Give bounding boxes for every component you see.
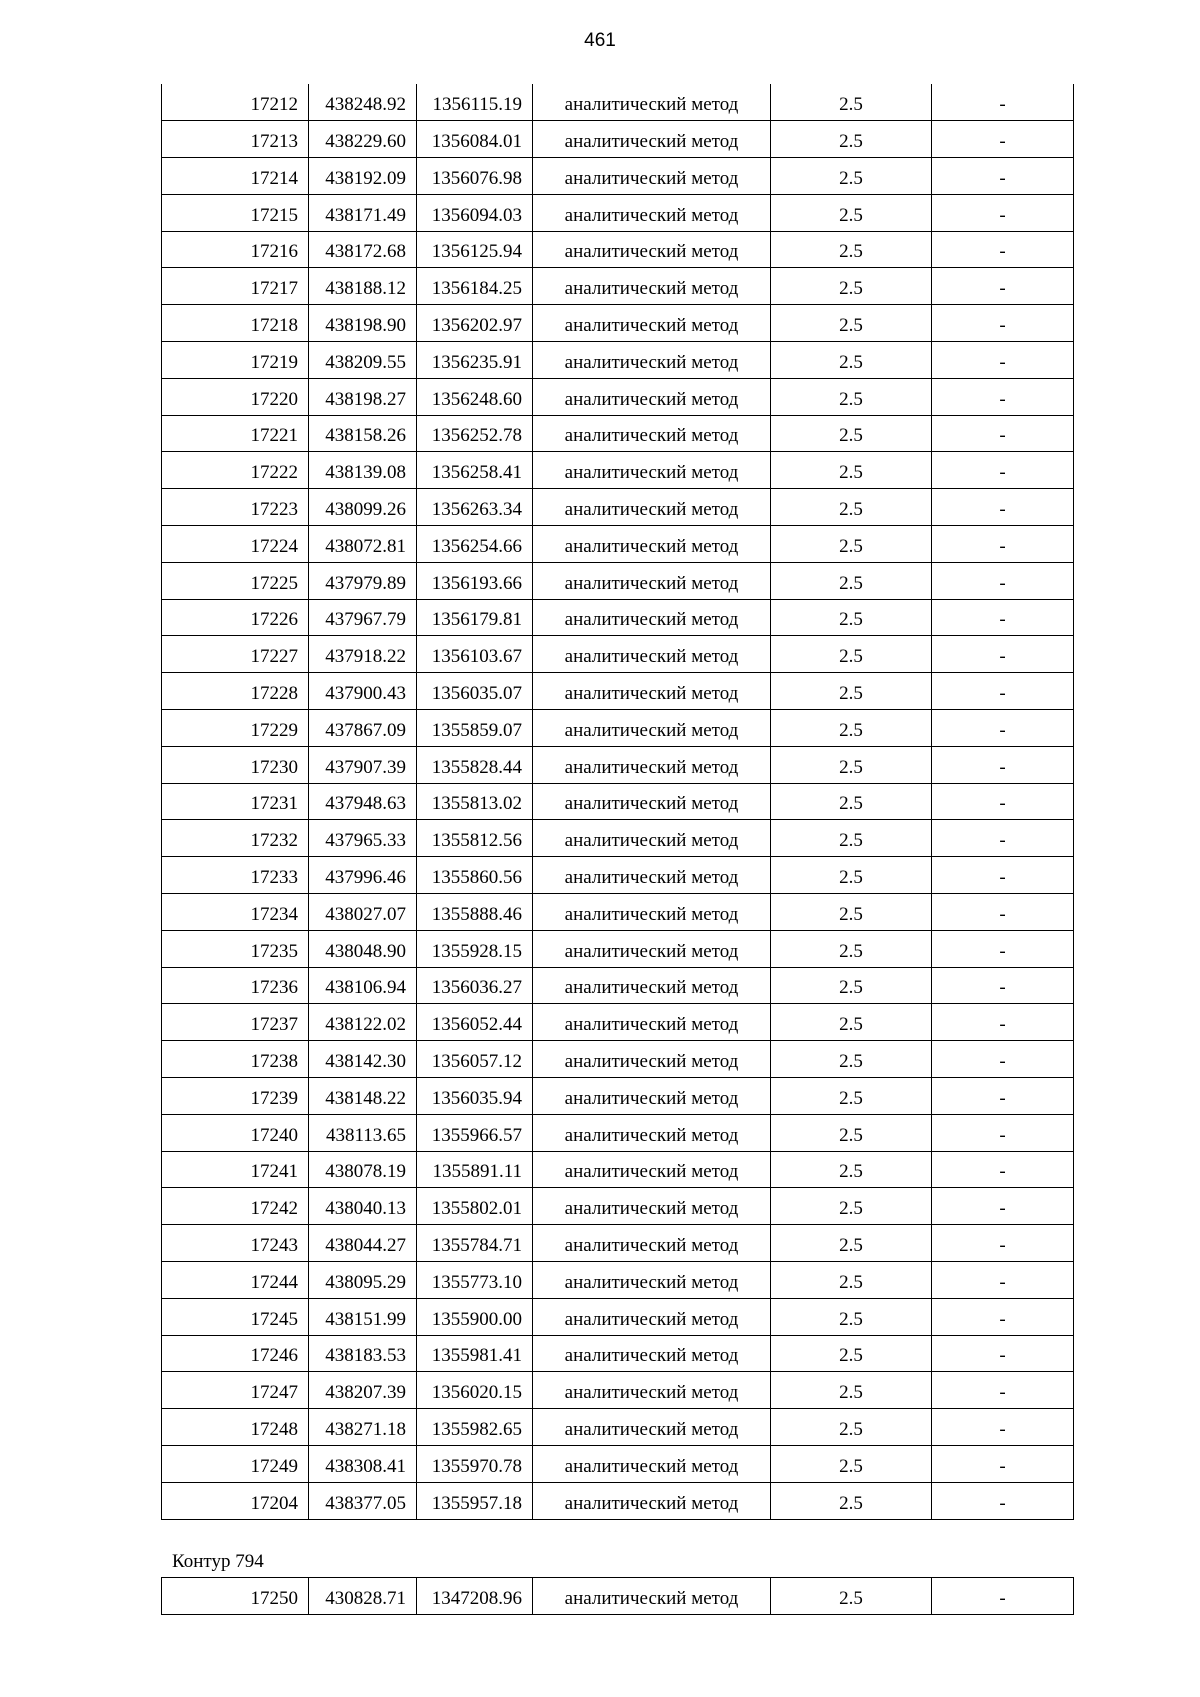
accuracy-cell: 2.5 [771, 710, 932, 747]
point-number-cell: 17246 [162, 1335, 309, 1372]
x-coordinate-cell: 438207.39 [309, 1372, 417, 1409]
note-cell: - [932, 342, 1074, 379]
y-coordinate-cell: 1355981.41 [417, 1335, 533, 1372]
x-coordinate-cell: 437965.33 [309, 820, 417, 857]
x-coordinate-cell: 437979.89 [309, 562, 417, 599]
y-coordinate-cell: 1356193.66 [417, 562, 533, 599]
y-coordinate-cell: 1356094.03 [417, 194, 533, 231]
table-row [162, 489, 1074, 526]
point-number-cell: 17214 [162, 158, 309, 195]
y-coordinate-cell: 1356125.94 [417, 231, 533, 268]
point-number-cell: 17218 [162, 305, 309, 342]
method-cell: аналитический метод [533, 930, 771, 967]
method-cell: аналитический метод [533, 231, 771, 268]
table-row [162, 1188, 1074, 1225]
accuracy-cell: 2.5 [771, 783, 932, 820]
table-row [162, 1372, 1074, 1409]
point-number-cell: 17237 [162, 1004, 309, 1041]
method-cell: аналитический метод [533, 121, 771, 158]
table-row [162, 305, 1074, 342]
note-cell: - [932, 820, 1074, 857]
accuracy-cell: 2.5 [771, 1298, 932, 1335]
table-row [162, 1335, 1074, 1372]
method-cell: аналитический метод [533, 84, 771, 121]
accuracy-cell: 2.5 [771, 305, 932, 342]
accuracy-cell: 2.5 [771, 1445, 932, 1482]
accuracy-cell: 2.5 [771, 1335, 932, 1372]
note-cell: - [932, 1578, 1074, 1615]
y-coordinate-cell: 1356115.19 [417, 84, 533, 121]
note-cell: - [932, 746, 1074, 783]
method-cell: аналитический метод [533, 1298, 771, 1335]
method-cell: аналитический метод [533, 1578, 771, 1615]
note-cell: - [932, 1225, 1074, 1262]
note-cell: - [932, 305, 1074, 342]
x-coordinate-cell: 438099.26 [309, 489, 417, 526]
note-cell: - [932, 1409, 1074, 1446]
y-coordinate-cell: 1356036.27 [417, 967, 533, 1004]
accuracy-cell: 2.5 [771, 194, 932, 231]
table-row [162, 710, 1074, 747]
point-number-cell: 17238 [162, 1041, 309, 1078]
table-row [162, 1445, 1074, 1482]
method-cell: аналитический метод [533, 746, 771, 783]
note-cell: - [932, 194, 1074, 231]
y-coordinate-cell: 1355982.65 [417, 1409, 533, 1446]
method-cell: аналитический метод [533, 1409, 771, 1446]
table-row [162, 1482, 1074, 1519]
point-number-cell: 17232 [162, 820, 309, 857]
x-coordinate-cell: 438040.13 [309, 1188, 417, 1225]
method-cell: аналитический метод [533, 1188, 771, 1225]
y-coordinate-cell: 1356052.44 [417, 1004, 533, 1041]
y-coordinate-cell: 1356035.07 [417, 673, 533, 710]
x-coordinate-cell: 438198.27 [309, 378, 417, 415]
method-cell: аналитический метод [533, 526, 771, 563]
y-coordinate-cell: 1356020.15 [417, 1372, 533, 1409]
method-cell: аналитический метод [533, 1262, 771, 1299]
point-number-cell: 17215 [162, 194, 309, 231]
y-coordinate-cell: 1356202.97 [417, 305, 533, 342]
x-coordinate-cell: 438308.41 [309, 1445, 417, 1482]
x-coordinate-cell: 437918.22 [309, 636, 417, 673]
x-coordinate-cell: 438271.18 [309, 1409, 417, 1446]
y-coordinate-cell: 1355784.71 [417, 1225, 533, 1262]
coordinates-table [161, 84, 1074, 1520]
note-cell: - [932, 710, 1074, 747]
method-cell: аналитический метод [533, 967, 771, 1004]
note-cell: - [932, 1188, 1074, 1225]
y-coordinate-cell: 1355828.44 [417, 746, 533, 783]
x-coordinate-cell: 437967.79 [309, 599, 417, 636]
y-coordinate-cell: 1356235.91 [417, 342, 533, 379]
note-cell: - [932, 562, 1074, 599]
method-cell: аналитический метод [533, 1482, 771, 1519]
table-row [162, 415, 1074, 452]
point-number-cell: 17248 [162, 1409, 309, 1446]
point-number-cell: 17212 [162, 84, 309, 121]
note-cell: - [932, 1372, 1074, 1409]
note-cell: - [932, 452, 1074, 489]
accuracy-cell: 2.5 [771, 452, 932, 489]
x-coordinate-cell: 437900.43 [309, 673, 417, 710]
method-cell: аналитический метод [533, 673, 771, 710]
accuracy-cell: 2.5 [771, 1409, 932, 1446]
method-cell: аналитический метод [533, 894, 771, 931]
note-cell: - [932, 121, 1074, 158]
y-coordinate-cell: 1355812.56 [417, 820, 533, 857]
accuracy-cell: 2.5 [771, 415, 932, 452]
note-cell: - [932, 1445, 1074, 1482]
note-cell: - [932, 1482, 1074, 1519]
x-coordinate-cell: 438183.53 [309, 1335, 417, 1372]
point-number-cell: 17235 [162, 930, 309, 967]
x-coordinate-cell: 438151.99 [309, 1298, 417, 1335]
y-coordinate-cell: 1356076.98 [417, 158, 533, 195]
point-number-cell: 17221 [162, 415, 309, 452]
method-cell: аналитический метод [533, 636, 771, 673]
table-row [162, 1151, 1074, 1188]
method-cell: аналитический метод [533, 378, 771, 415]
note-cell: - [932, 783, 1074, 820]
method-cell: аналитический метод [533, 415, 771, 452]
y-coordinate-cell: 1355813.02 [417, 783, 533, 820]
table-row [162, 1298, 1074, 1335]
contour-coordinates-table [161, 1577, 1074, 1615]
accuracy-cell: 2.5 [771, 967, 932, 1004]
table-row [162, 342, 1074, 379]
note-cell: - [932, 1078, 1074, 1115]
y-coordinate-cell: 1355773.10 [417, 1262, 533, 1299]
note-cell: - [932, 1004, 1074, 1041]
x-coordinate-cell: 438172.68 [309, 231, 417, 268]
method-cell: аналитический метод [533, 305, 771, 342]
table-row [162, 526, 1074, 563]
x-coordinate-cell: 438209.55 [309, 342, 417, 379]
x-coordinate-cell: 438377.05 [309, 1482, 417, 1519]
note-cell: - [932, 1262, 1074, 1299]
table-row [162, 1578, 1074, 1615]
method-cell: аналитический метод [533, 783, 771, 820]
point-number-cell: 17233 [162, 857, 309, 894]
accuracy-cell: 2.5 [771, 158, 932, 195]
x-coordinate-cell: 438139.08 [309, 452, 417, 489]
y-coordinate-cell: 1355888.46 [417, 894, 533, 931]
accuracy-cell: 2.5 [771, 1151, 932, 1188]
y-coordinate-cell: 1356084.01 [417, 121, 533, 158]
accuracy-cell: 2.5 [771, 1372, 932, 1409]
table-row [162, 746, 1074, 783]
accuracy-cell: 2.5 [771, 1114, 932, 1151]
table-row [162, 930, 1074, 967]
y-coordinate-cell: 1356254.66 [417, 526, 533, 563]
table-row [162, 121, 1074, 158]
note-cell: - [932, 415, 1074, 452]
table-row [162, 783, 1074, 820]
x-coordinate-cell: 438192.09 [309, 158, 417, 195]
note-cell: - [932, 930, 1074, 967]
table-row [162, 1409, 1074, 1446]
y-coordinate-cell: 1356103.67 [417, 636, 533, 673]
x-coordinate-cell: 430828.71 [309, 1578, 417, 1615]
accuracy-cell: 2.5 [771, 378, 932, 415]
table-row [162, 562, 1074, 599]
point-number-cell: 17249 [162, 1445, 309, 1482]
table-row [162, 636, 1074, 673]
table-row [162, 1078, 1074, 1115]
method-cell: аналитический метод [533, 1041, 771, 1078]
method-cell: аналитический метод [533, 268, 771, 305]
y-coordinate-cell: 1356184.25 [417, 268, 533, 305]
table-row [162, 820, 1074, 857]
method-cell: аналитический метод [533, 820, 771, 857]
table-row [162, 452, 1074, 489]
x-coordinate-cell: 438158.26 [309, 415, 417, 452]
table-row [162, 894, 1074, 931]
note-cell: - [932, 857, 1074, 894]
accuracy-cell: 2.5 [771, 231, 932, 268]
accuracy-cell: 2.5 [771, 268, 932, 305]
x-coordinate-cell: 438122.02 [309, 1004, 417, 1041]
accuracy-cell: 2.5 [771, 1578, 932, 1615]
method-cell: аналитический метод [533, 1335, 771, 1372]
method-cell: аналитический метод [533, 1151, 771, 1188]
x-coordinate-cell: 438048.90 [309, 930, 417, 967]
point-number-cell: 17213 [162, 121, 309, 158]
y-coordinate-cell: 1356035.94 [417, 1078, 533, 1115]
accuracy-cell: 2.5 [771, 121, 932, 158]
accuracy-cell: 2.5 [771, 1188, 932, 1225]
table-row [162, 1262, 1074, 1299]
x-coordinate-cell: 438095.29 [309, 1262, 417, 1299]
point-number-cell: 17217 [162, 268, 309, 305]
point-number-cell: 17230 [162, 746, 309, 783]
point-number-cell: 17224 [162, 526, 309, 563]
table-row [162, 194, 1074, 231]
method-cell: аналитический метод [533, 1078, 771, 1115]
contour-label: Контур 794 [172, 1551, 264, 1572]
note-cell: - [932, 1335, 1074, 1372]
accuracy-cell: 2.5 [771, 599, 932, 636]
point-number-cell: 17216 [162, 231, 309, 268]
point-number-cell: 17234 [162, 894, 309, 931]
note-cell: - [932, 673, 1074, 710]
table-row [162, 158, 1074, 195]
note-cell: - [932, 1151, 1074, 1188]
table-row [162, 1114, 1074, 1151]
accuracy-cell: 2.5 [771, 526, 932, 563]
accuracy-cell: 2.5 [771, 894, 932, 931]
x-coordinate-cell: 438106.94 [309, 967, 417, 1004]
table-row [162, 673, 1074, 710]
table-row [162, 378, 1074, 415]
point-number-cell: 17225 [162, 562, 309, 599]
accuracy-cell: 2.5 [771, 1041, 932, 1078]
accuracy-cell: 2.5 [771, 1078, 932, 1115]
table-row [162, 1041, 1074, 1078]
method-cell: аналитический метод [533, 1114, 771, 1151]
point-number-cell: 17241 [162, 1151, 309, 1188]
point-number-cell: 17227 [162, 636, 309, 673]
x-coordinate-cell: 437996.46 [309, 857, 417, 894]
point-number-cell: 17240 [162, 1114, 309, 1151]
y-coordinate-cell: 1355928.15 [417, 930, 533, 967]
accuracy-cell: 2.5 [771, 746, 932, 783]
x-coordinate-cell: 437907.39 [309, 746, 417, 783]
note-cell: - [932, 967, 1074, 1004]
table-row [162, 1004, 1074, 1041]
y-coordinate-cell: 1355970.78 [417, 1445, 533, 1482]
point-number-cell: 17242 [162, 1188, 309, 1225]
x-coordinate-cell: 437867.09 [309, 710, 417, 747]
point-number-cell: 17223 [162, 489, 309, 526]
table-row [162, 857, 1074, 894]
point-number-cell: 17231 [162, 783, 309, 820]
accuracy-cell: 2.5 [771, 489, 932, 526]
method-cell: аналитический метод [533, 599, 771, 636]
table-row [162, 599, 1074, 636]
note-cell: - [932, 1114, 1074, 1151]
method-cell: аналитический метод [533, 1445, 771, 1482]
y-coordinate-cell: 1355860.56 [417, 857, 533, 894]
point-number-cell: 17226 [162, 599, 309, 636]
y-coordinate-cell: 1355891.11 [417, 1151, 533, 1188]
point-number-cell: 17245 [162, 1298, 309, 1335]
accuracy-cell: 2.5 [771, 1482, 932, 1519]
method-cell: аналитический метод [533, 562, 771, 599]
table-row [162, 1225, 1074, 1262]
method-cell: аналитический метод [533, 710, 771, 747]
point-number-cell: 17247 [162, 1372, 309, 1409]
point-number-cell: 17250 [162, 1578, 309, 1615]
method-cell: аналитический метод [533, 1225, 771, 1262]
y-coordinate-cell: 1356263.34 [417, 489, 533, 526]
y-coordinate-cell: 1356258.41 [417, 452, 533, 489]
coordinates-table-body [162, 84, 1074, 1519]
note-cell: - [932, 231, 1074, 268]
x-coordinate-cell: 438142.30 [309, 1041, 417, 1078]
note-cell: - [932, 894, 1074, 931]
x-coordinate-cell: 438113.65 [309, 1114, 417, 1151]
method-cell: аналитический метод [533, 1372, 771, 1409]
y-coordinate-cell: 1356248.60 [417, 378, 533, 415]
x-coordinate-cell: 438072.81 [309, 526, 417, 563]
note-cell: - [932, 489, 1074, 526]
x-coordinate-cell: 438171.49 [309, 194, 417, 231]
accuracy-cell: 2.5 [771, 857, 932, 894]
note-cell: - [932, 636, 1074, 673]
x-coordinate-cell: 438248.92 [309, 84, 417, 121]
method-cell: аналитический метод [533, 1004, 771, 1041]
accuracy-cell: 2.5 [771, 673, 932, 710]
point-number-cell: 17239 [162, 1078, 309, 1115]
point-number-cell: 17244 [162, 1262, 309, 1299]
x-coordinate-cell: 438198.90 [309, 305, 417, 342]
page-number: 461 [584, 30, 616, 51]
method-cell: аналитический метод [533, 342, 771, 379]
accuracy-cell: 2.5 [771, 84, 932, 121]
table-row [162, 967, 1074, 1004]
x-coordinate-cell: 438188.12 [309, 268, 417, 305]
x-coordinate-cell: 437948.63 [309, 783, 417, 820]
point-number-cell: 17236 [162, 967, 309, 1004]
y-coordinate-cell: 1356252.78 [417, 415, 533, 452]
accuracy-cell: 2.5 [771, 562, 932, 599]
accuracy-cell: 2.5 [771, 1225, 932, 1262]
point-number-cell: 17220 [162, 378, 309, 415]
y-coordinate-cell: 1355859.07 [417, 710, 533, 747]
accuracy-cell: 2.5 [771, 1262, 932, 1299]
note-cell: - [932, 84, 1074, 121]
table-row [162, 84, 1074, 121]
y-coordinate-cell: 1356179.81 [417, 599, 533, 636]
note-cell: - [932, 526, 1074, 563]
method-cell: аналитический метод [533, 194, 771, 231]
note-cell: - [932, 1041, 1074, 1078]
accuracy-cell: 2.5 [771, 820, 932, 857]
note-cell: - [932, 599, 1074, 636]
x-coordinate-cell: 438078.19 [309, 1151, 417, 1188]
y-coordinate-cell: 1347208.96 [417, 1578, 533, 1615]
y-coordinate-cell: 1355900.00 [417, 1298, 533, 1335]
x-coordinate-cell: 438044.27 [309, 1225, 417, 1262]
y-coordinate-cell: 1355802.01 [417, 1188, 533, 1225]
method-cell: аналитический метод [533, 857, 771, 894]
x-coordinate-cell: 438148.22 [309, 1078, 417, 1115]
method-cell: аналитический метод [533, 489, 771, 526]
point-number-cell: 17228 [162, 673, 309, 710]
table-row [162, 231, 1074, 268]
y-coordinate-cell: 1356057.12 [417, 1041, 533, 1078]
note-cell: - [932, 158, 1074, 195]
method-cell: аналитический метод [533, 158, 771, 195]
point-number-cell: 17222 [162, 452, 309, 489]
note-cell: - [932, 1298, 1074, 1335]
point-number-cell: 17219 [162, 342, 309, 379]
x-coordinate-cell: 438229.60 [309, 121, 417, 158]
contour-table-body [162, 1578, 1074, 1615]
note-cell: - [932, 268, 1074, 305]
y-coordinate-cell: 1355966.57 [417, 1114, 533, 1151]
accuracy-cell: 2.5 [771, 342, 932, 379]
point-number-cell: 17204 [162, 1482, 309, 1519]
x-coordinate-cell: 438027.07 [309, 894, 417, 931]
y-coordinate-cell: 1355957.18 [417, 1482, 533, 1519]
accuracy-cell: 2.5 [771, 636, 932, 673]
point-number-cell: 17229 [162, 710, 309, 747]
accuracy-cell: 2.5 [771, 1004, 932, 1041]
accuracy-cell: 2.5 [771, 930, 932, 967]
method-cell: аналитический метод [533, 452, 771, 489]
note-cell: - [932, 378, 1074, 415]
table-row [162, 268, 1074, 305]
point-number-cell: 17243 [162, 1225, 309, 1262]
